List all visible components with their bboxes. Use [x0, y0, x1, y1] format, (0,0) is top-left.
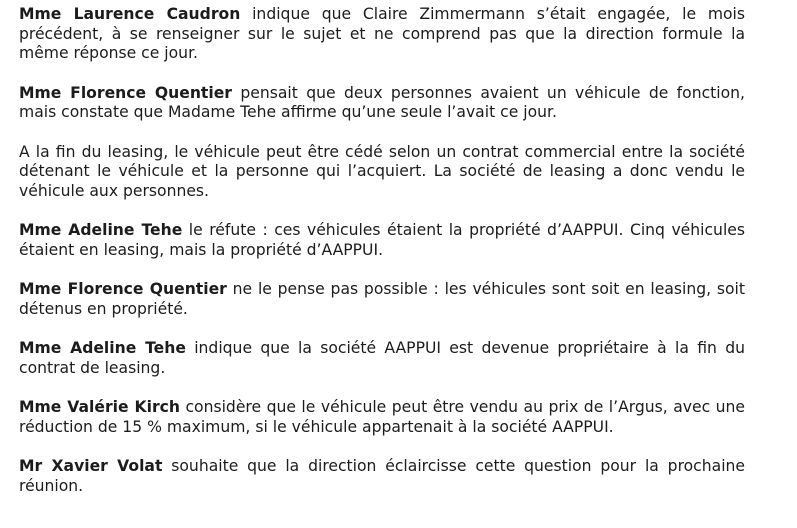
paragraph-leasing-note — [19, 143, 745, 202]
speaker-name: Mme Adeline Tehe — [19, 221, 183, 239]
paragraph-text: le réfute : ces véhicules étaient la propriété d’AAPPUI. Cinq véhicules étaient en leasing, mais la propriété d’AAPPUI. — [19, 221, 745, 259]
paragraph-caudron — [19, 5, 745, 64]
paragraph-tehe-1 — [19, 221, 745, 260]
speaker-name: Mme Florence Quentier — [19, 280, 227, 298]
paragraph-text: ne le pense pas possible : les véhicules sont soit en leasing, soit détenus en propriété. — [19, 280, 745, 318]
paragraph-tehe-2 — [19, 339, 745, 378]
speaker-name: Mme Laurence Caudron — [19, 5, 241, 23]
paragraph-text: A la fin du leasing, le véhicule peut être cédé selon un contrat commercial entre la société détenant le véhicule et la personne qui l’acquiert. La société de leasing a donc vendu le véhicule aux personnes. — [19, 142, 745, 200]
paragraph-kirch — [19, 398, 745, 437]
paragraph-text: souhaite que la direction éclaircisse cette question pour la prochaine réunion. — [19, 457, 745, 495]
speaker-name: Mr Xavier Volat — [19, 457, 163, 475]
paragraph-text: pensait que deux personnes avaient un véhicule de fonction, mais constate que Madame Tehe affirme qu’une seule l’avait ce jour. — [19, 83, 745, 121]
paragraph-quentier-1 — [19, 84, 745, 123]
speaker-name: Mme Adeline Tehe — [19, 339, 186, 357]
speaker-name: Mme Valérie Kirch — [19, 398, 180, 416]
minutes-document — [19, 5, 745, 496]
paragraph-text: indique que Claire Zimmermann s’était engagée, le mois précédent, à se renseigner sur le sujet et ne comprend pas que la direction formule la même réponse ce jour. — [19, 5, 746, 62]
speaker-name: Mme Florence Quentier — [19, 83, 232, 102]
paragraph-text: indique que la société AAPPUI est devenue propriétaire à la fin du contrat de leasing. — [19, 339, 745, 377]
paragraph-quentier-2 — [19, 280, 745, 319]
paragraph-volat — [19, 457, 745, 496]
paragraph-text: considère que le véhicule peut être vendu au prix de l’Argus, avec une réduction de 15 % maximum, si le véhicule appartenait à la société AAPPUI. — [19, 398, 746, 436]
